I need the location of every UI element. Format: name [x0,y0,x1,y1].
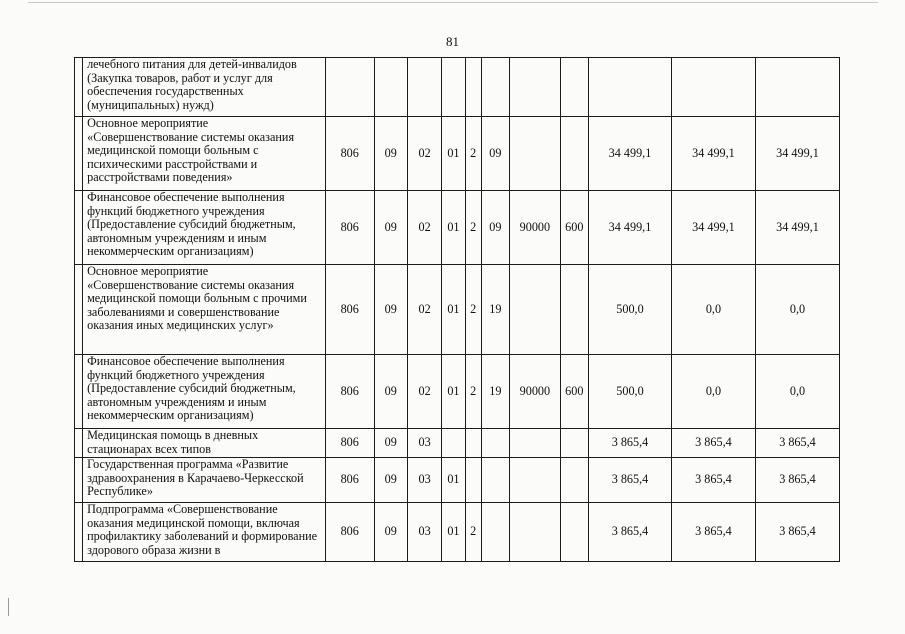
page-top-edge [28,2,878,3]
row-margin-cell [75,117,83,191]
ministry-code-cell: 806 [325,117,374,191]
item-name-cell: Государственная программа «Развитие здравоохранения в Карачаево-Черкесской Республике» [83,458,326,503]
subprogram-code-cell: 2 [465,355,481,429]
amount-year-3-cell: 0,0 [755,265,839,355]
subprogram-code-cell: 2 [465,117,481,191]
ministry-code-cell [325,58,374,117]
amount-year-1-cell: 3 865,4 [588,458,671,503]
row-margin-cell [75,429,83,458]
expense-type-code-cell [560,58,588,117]
amount-year-3-cell: 34 499,1 [755,117,839,191]
subsection-code-cell: 02 [407,355,441,429]
section-code-cell: 09 [374,191,407,265]
amount-year-1-cell [588,58,671,117]
main-activity-code-cell [481,458,509,503]
amount-year-3-cell [755,58,839,117]
subprogram-code-cell: 2 [465,265,481,355]
row-margin-cell [75,458,83,503]
direction-code-cell [510,458,561,503]
section-code-cell: 09 [374,503,407,562]
row-margin-cell [75,58,83,117]
ministry-code-cell: 806 [325,265,374,355]
item-name-cell: Подпрограмма «Совершенствование оказания медицинской помощи, включая профилактику заболеваний и формирование здорового образа жизни в [83,503,326,562]
amount-year-2-cell: 3 865,4 [671,429,755,458]
table-row [75,458,840,503]
subsection-code-cell: 03 [407,429,441,458]
amount-year-1-cell: 500,0 [588,355,671,429]
expense-type-code-cell [560,117,588,191]
row-margin-cell [75,265,83,355]
ministry-code-cell: 806 [325,191,374,265]
ministry-code-cell: 806 [325,458,374,503]
program-code-cell: 01 [442,458,465,503]
amount-year-3-cell: 3 865,4 [755,429,839,458]
section-code-cell: 09 [374,355,407,429]
subprogram-code-cell [465,58,481,117]
program-code-cell: 01 [442,355,465,429]
table-row [75,265,840,355]
amount-year-3-cell: 3 865,4 [755,503,839,562]
direction-code-cell: 90000 [510,355,561,429]
amount-year-2-cell: 3 865,4 [671,503,755,562]
program-code-cell: 01 [442,503,465,562]
subsection-code-cell: 02 [407,117,441,191]
scan-margin-mark [8,598,9,616]
direction-code-cell: 90000 [510,191,561,265]
table-row [75,355,840,429]
subprogram-code-cell [465,458,481,503]
amount-year-1-cell: 3 865,4 [588,503,671,562]
program-code-cell: 01 [442,191,465,265]
amount-year-2-cell: 34 499,1 [671,191,755,265]
section-code-cell [374,58,407,117]
direction-code-cell [510,58,561,117]
main-activity-code-cell [481,58,509,117]
subsection-code-cell [407,58,441,117]
direction-code-cell [510,503,561,562]
subsection-code-cell: 02 [407,265,441,355]
subsection-code-cell: 03 [407,503,441,562]
main-activity-code-cell: 19 [481,265,509,355]
subsection-code-cell: 03 [407,458,441,503]
item-name-cell: Медицинская помощь в дневных стационарах всех типов [83,429,326,458]
item-name-cell: Финансовое обеспечение выполнения функций бюджетного учреждения (Предоставление субсидий бюджетным, автономным учреждениям и иным некоммерческим организациям) [83,191,326,265]
section-code-cell: 09 [374,429,407,458]
main-activity-code-cell: 19 [481,355,509,429]
section-code-cell: 09 [374,265,407,355]
amount-year-2-cell: 0,0 [671,265,755,355]
row-margin-cell [75,503,83,562]
program-code-cell [442,429,465,458]
direction-code-cell [510,117,561,191]
section-code-cell: 09 [374,458,407,503]
main-activity-code-cell [481,503,509,562]
amount-year-3-cell: 3 865,4 [755,458,839,503]
amount-year-1-cell: 3 865,4 [588,429,671,458]
main-activity-code-cell: 09 [481,191,509,265]
item-name-cell: Основное мероприятие «Совершенствование системы оказания медицинской помощи больным с прочими заболеваниями и совершенствование оказания иных медицинских услуг» [83,265,326,355]
expense-type-code-cell [560,503,588,562]
ministry-code-cell: 806 [325,503,374,562]
program-code-cell [442,58,465,117]
budget-table [74,57,840,562]
subprogram-code-cell: 2 [465,503,481,562]
row-margin-cell [75,191,83,265]
page-number: 81 [446,34,459,49]
subprogram-code-cell [465,429,481,458]
amount-year-2-cell [671,58,755,117]
expense-type-code-cell [560,429,588,458]
amount-year-1-cell: 34 499,1 [588,117,671,191]
table-row [75,58,840,117]
program-code-cell: 01 [442,265,465,355]
amount-year-1-cell: 34 499,1 [588,191,671,265]
table-row [75,503,840,562]
direction-code-cell [510,429,561,458]
item-name-cell: Финансовое обеспечение выполнения функций бюджетного учреждения (Предоставление субсидий бюджетным, автономным учреждениям и иным некоммерческим организациям) [83,355,326,429]
table-row [75,429,840,458]
amount-year-2-cell: 3 865,4 [671,458,755,503]
amount-year-1-cell: 500,0 [588,265,671,355]
main-activity-code-cell: 09 [481,117,509,191]
subprogram-code-cell: 2 [465,191,481,265]
ministry-code-cell: 806 [325,429,374,458]
program-code-cell: 01 [442,117,465,191]
expense-type-code-cell: 600 [560,355,588,429]
amount-year-2-cell: 0,0 [671,355,755,429]
table-row [75,117,840,191]
amount-year-2-cell: 34 499,1 [671,117,755,191]
amount-year-3-cell: 34 499,1 [755,191,839,265]
item-name-cell: лечебного питания для детей-инвалидов (Закупка товаров, работ и услуг для обеспечения государственных (муниципальных) нужд) [83,58,326,117]
main-activity-code-cell [481,429,509,458]
ministry-code-cell: 806 [325,355,374,429]
subsection-code-cell: 02 [407,191,441,265]
direction-code-cell [510,265,561,355]
item-name-cell: Основное мероприятие «Совершенствование системы оказания медицинской помощи больным с психическими расстройствами и расстройствами поведения» [83,117,326,191]
row-margin-cell [75,355,83,429]
section-code-cell: 09 [374,117,407,191]
table-row [75,191,840,265]
expense-type-code-cell [560,265,588,355]
amount-year-3-cell: 0,0 [755,355,839,429]
expense-type-code-cell [560,458,588,503]
expense-type-code-cell: 600 [560,191,588,265]
